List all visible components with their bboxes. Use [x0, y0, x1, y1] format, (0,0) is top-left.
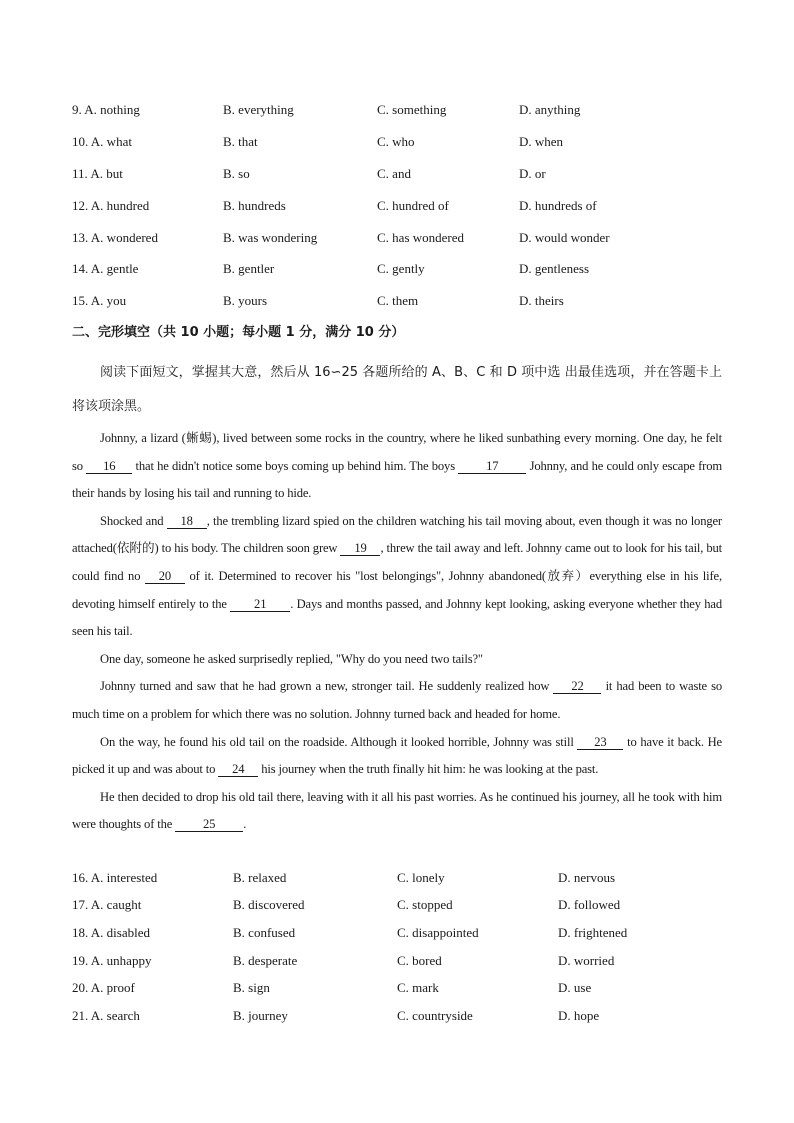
question-row-20 [72, 978, 732, 998]
option-a [72, 978, 135, 998]
question-row-21 [72, 1006, 732, 1026]
option-a-text: A. interested [90, 870, 158, 885]
option-a [72, 196, 149, 216]
question-row-19 [72, 951, 732, 971]
option-a [72, 868, 157, 888]
question-row-12 [72, 196, 732, 216]
option-c: C. countryside [397, 1008, 473, 1023]
section-title: 二、完形填空（共 10 小题；每小题 1 分，满分 10 分） [72, 325, 405, 340]
question-number: 16. [72, 870, 89, 885]
option-d: D. would wonder [519, 230, 610, 245]
blank-17: 17 [458, 459, 526, 474]
option-a [72, 291, 126, 311]
question-row-17 [72, 895, 732, 915]
passage-text: , the trembling lizard spied on the children watching his tail moving about, even though it was no longer attached(依附的) to his body. The children soon grew [72, 513, 722, 556]
option-a-text: A. proof [90, 980, 135, 995]
option-a-text: A. unhappy [90, 953, 152, 968]
blank-21: 21 [230, 597, 290, 612]
option-c: C. mark [397, 980, 439, 995]
option-d: D. or [519, 166, 546, 181]
passage-text: Johnny, and he could only escape from their hands by losing his tail and running to hide. [72, 458, 723, 501]
option-a [72, 1006, 140, 1026]
option-b: B. everything [223, 102, 294, 117]
option-b: B. that [223, 134, 258, 149]
blank-24: 24 [218, 762, 258, 777]
blank-20: 20 [145, 569, 185, 584]
instructions: 阅读下面短文，掌握其大意，然后从 16∽25 各题所给的 A、B、C 和 D 项中选 出最佳选项，并在答题卡上将该项涂黑。 [72, 365, 722, 414]
passage-text: On the way, he found his old tail on the roadside. Although it looked horrible, Johnny was still [100, 734, 578, 749]
option-b: B. journey [233, 1008, 288, 1023]
option-c: C. bored [397, 953, 442, 968]
option-d: D. followed [558, 897, 621, 912]
option-a-text: A. what [90, 134, 132, 149]
question-row-14 [72, 259, 732, 279]
blank-22: 22 [553, 679, 601, 694]
passage-text: Johnny, a lizard (蜥蜴), lived between some rocks in the country, where he liked sunbathing every morning. One day, he felt so [72, 431, 722, 473]
question-row-18 [72, 923, 732, 943]
option-a [72, 923, 150, 943]
option-d: D. hundreds of [519, 198, 597, 213]
option-d: D. worried [558, 953, 615, 968]
question-number: 11. [72, 166, 88, 181]
option-d: D. use [558, 980, 592, 995]
option-d: D. theirs [519, 293, 564, 308]
option-c: C. hundred of [377, 198, 449, 213]
option-d: D. gentleness [519, 261, 590, 276]
question-number: 19. [72, 953, 89, 968]
question-row-15 [72, 291, 732, 311]
blank-19: 19 [340, 541, 380, 556]
question-row-11 [72, 164, 732, 184]
question-number: 14. [72, 261, 89, 276]
option-b: B. discovered [233, 897, 305, 912]
option-a [72, 100, 140, 120]
question-number: 15. [72, 293, 89, 308]
paragraph-6 [72, 784, 722, 839]
option-c: C. disappointed [397, 925, 479, 940]
option-c: C. and [377, 166, 411, 181]
passage-text: Shocked and [100, 513, 167, 528]
paragraph-1 [72, 425, 722, 508]
passage-text: . Days and months passed, and Johnny kept looking, asking everyone whether they had seen his tail. [72, 596, 723, 639]
question-number: 10. [72, 134, 89, 149]
blank-25: 25 [175, 817, 243, 832]
option-d: D. frightened [558, 925, 628, 940]
option-a-text: A. nothing [84, 102, 140, 117]
passage-text: He then decided to drop his old tail there, leaving with it all his past worries. As he continued his journey, all he took with him were thoughts of the [72, 789, 722, 832]
option-a-text: A. search [90, 1008, 140, 1023]
question-row-9 [72, 100, 732, 120]
blank-18: 18 [167, 514, 207, 529]
option-a-text: A. hundred [90, 198, 150, 213]
cloze-passage [72, 425, 722, 839]
blank-16: 16 [86, 459, 132, 474]
option-b: B. yours [223, 293, 268, 308]
option-a [72, 951, 151, 971]
passage-text: it had been to waste so much time on a problem for which there was no solution. Johnny turned back and headed for home. [72, 679, 722, 721]
option-c: C. who [377, 134, 415, 149]
option-b: B. was wondering [223, 230, 318, 245]
option-c: C. stopped [397, 897, 453, 912]
option-b: B. sign [233, 980, 270, 995]
option-a-text: A. caught [90, 897, 142, 912]
passage-text: , threw the tail away and left. Johnny came out to look for his tail, but could find no [72, 541, 722, 583]
option-c: C. gently [377, 261, 425, 276]
question-row-13 [72, 228, 732, 248]
option-b: B. so [223, 166, 250, 181]
blank-23: 23 [577, 735, 623, 750]
question-row-16 [72, 868, 732, 888]
option-a-text: A. disabled [90, 925, 151, 940]
question-number: 9. [72, 102, 82, 117]
question-number: 12. [72, 198, 89, 213]
passage-text: of it. Determined to recover his "lost belongings", Johnny abandoned(放弃）everything else in his life, devoting himself entirely to the [72, 568, 722, 611]
question-number: 18. [72, 925, 89, 940]
option-a [72, 132, 132, 152]
question-row-10 [72, 132, 732, 152]
option-d: D. hope [558, 1008, 600, 1023]
option-c: C. lonely [397, 870, 445, 885]
paragraph-3: One day, someone he asked surprisedly replied, "Why do you need two tails?" [100, 651, 483, 666]
passage-text: to have it back. He picked it up and was about to [72, 734, 722, 777]
question-number: 20. [72, 980, 89, 995]
option-b: B. relaxed [233, 870, 287, 885]
option-a-text: A. wondered [90, 230, 158, 245]
paragraph-4 [72, 673, 722, 728]
question-number: 21. [72, 1008, 89, 1023]
option-d: D. anything [519, 102, 581, 117]
passage-text: his journey when the truth finally hit him: he was looking at the past. [258, 762, 599, 777]
passage-text: that he didn't notice some boys coming up behind him. The boys [132, 458, 459, 473]
option-a-text: A. but [90, 166, 123, 181]
option-a [72, 259, 138, 279]
option-c: C. them [377, 293, 419, 308]
option-c: C. something [377, 102, 447, 117]
option-b: B. desperate [233, 953, 298, 968]
passage-text: . [243, 817, 247, 832]
option-c: C. has wondered [377, 230, 465, 245]
paragraph-5 [72, 729, 722, 784]
option-b: B. hundreds [223, 198, 286, 213]
question-number: 13. [72, 230, 89, 245]
option-a [72, 895, 141, 915]
option-a [72, 164, 123, 184]
option-d: D. nervous [558, 870, 616, 885]
option-b: B. confused [233, 925, 296, 940]
option-a-text: A. gentle [90, 261, 139, 276]
option-b: B. gentler [223, 261, 275, 276]
paragraph-2 [72, 508, 722, 646]
option-a-text: A. you [90, 293, 127, 308]
option-d: D. when [519, 134, 564, 149]
option-a [72, 228, 158, 248]
question-number: 17. [72, 897, 89, 912]
passage-text: Johnny turned and saw that he had grown a new, stronger tail. He suddenly realized how [100, 679, 554, 694]
